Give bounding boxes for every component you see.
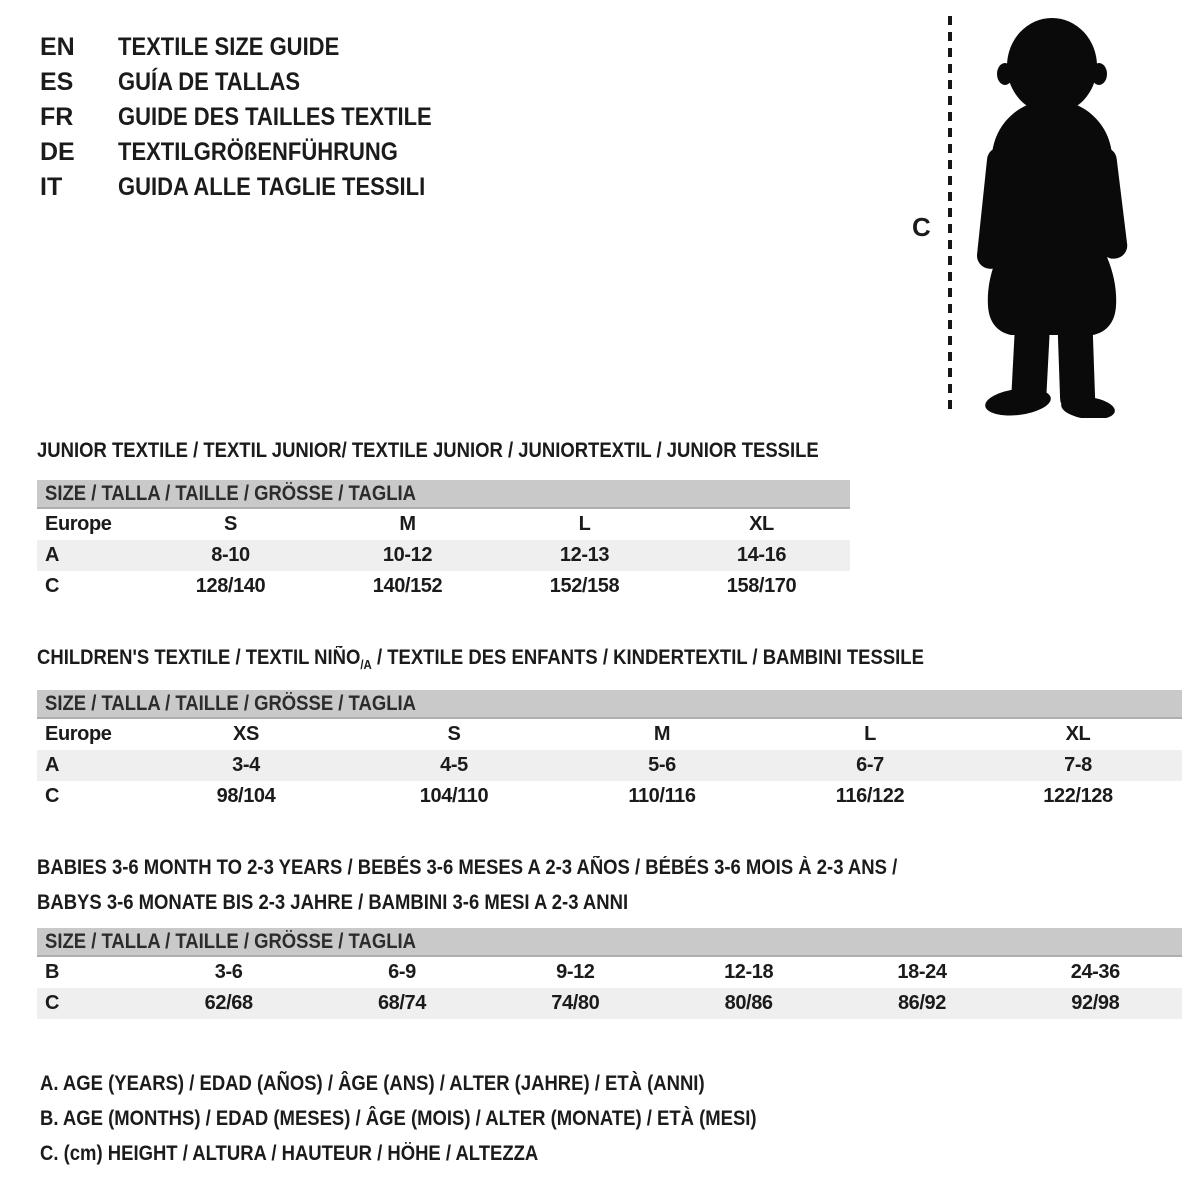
cell: 10-12: [382, 544, 433, 566]
row-label: C: [45, 992, 60, 1014]
table-row: [37, 509, 850, 540]
cell: S: [224, 513, 237, 535]
cell: 74/80: [551, 992, 600, 1014]
babies-textile-section: [37, 850, 1182, 1019]
table-row: [37, 540, 850, 571]
cell: M: [399, 513, 416, 535]
junior-textile-section: [37, 438, 850, 602]
cell: 80/86: [724, 992, 773, 1014]
language-label: GUÍA DE TALLAS: [118, 68, 301, 96]
cell: 98/104: [216, 785, 276, 807]
baby-figure: [900, 0, 1150, 432]
legend-line-a: [40, 1066, 854, 1101]
cell: L: [578, 513, 591, 535]
cell: 5-6: [648, 754, 676, 776]
row-label: C: [45, 575, 60, 597]
language-code: IT: [40, 173, 63, 201]
babies-size-header: [37, 928, 1182, 957]
row-label: A: [45, 544, 60, 566]
row-label: B: [45, 961, 60, 983]
language-code: FR: [40, 103, 74, 131]
legend-line-b: [40, 1101, 854, 1136]
height-measure-dashed-line: [948, 16, 952, 414]
babies-section-title: [37, 850, 1182, 920]
children-title-subscript: /A: [360, 656, 372, 672]
junior-section-title-text: JUNIOR TEXTILE / TEXTIL JUNIOR/ TEXTILE JUNIOR / JUNIORTEXTIL / JUNIOR TESSILE: [37, 439, 819, 462]
language-label: GUIDA ALLE TAGLIE TESSILI: [118, 173, 426, 201]
language-row-en: [40, 30, 475, 65]
language-row-it: [40, 170, 475, 205]
cell: 7-8: [1064, 754, 1092, 776]
row-label: Europe: [45, 513, 112, 535]
language-row-es: [40, 65, 475, 100]
cell: XL: [749, 513, 774, 535]
cell: 158/170: [726, 575, 797, 597]
table-row: [37, 719, 1182, 750]
table-row: [37, 988, 1182, 1019]
row-label: A: [45, 754, 60, 776]
babies-title-line2: BABYS 3-6 MONATE BIS 2-3 JAHRE / BAMBINI 3-6 MESI A 2-3 ANNI: [37, 891, 629, 914]
cell: 68/74: [377, 992, 427, 1014]
cell: 4-5: [440, 754, 468, 776]
baby-silhouette-icon: [966, 12, 1138, 418]
cell: S: [447, 723, 461, 745]
cell: 14-16: [736, 544, 787, 566]
cell: 140/152: [372, 575, 443, 597]
language-label: TEXTILE SIZE GUIDE: [118, 33, 340, 61]
cell: L: [864, 723, 876, 745]
cell: 24-36: [1070, 961, 1120, 983]
cell: 12-18: [724, 961, 774, 983]
legend-line-c-text: C. (cm) HEIGHT / ALTURA / HAUTEUR / HÖHE / ALTEZZA: [40, 1142, 539, 1165]
junior-size-header-text: SIZE / TALLA / TAILLE / GRÖSSE / TAGLIA: [45, 481, 416, 505]
cell: M: [653, 723, 671, 745]
table-row: [37, 750, 1182, 781]
language-list: [40, 30, 475, 205]
language-code: DE: [40, 138, 75, 166]
legend-line-c: [40, 1136, 854, 1171]
cell: 152/158: [549, 575, 620, 597]
cell: 9-12: [556, 961, 595, 983]
language-row-fr: [40, 100, 475, 135]
table-row: [37, 957, 1182, 988]
language-label: TEXTILGRÖßENFÜHRUNG: [118, 138, 398, 166]
junior-size-header: [37, 480, 850, 509]
cell: 86/92: [897, 992, 946, 1014]
legend-line-b-text: B. AGE (MONTHS) / EDAD (MESES) / ÂGE (MOIS) / ALTER (MONATE) / ETÀ (MESI): [40, 1107, 757, 1130]
children-section-title: [37, 645, 1182, 673]
children-title-post: / TEXTILE DES ENFANTS / KINDERTEXTIL / BAMBINI TESSILE: [371, 646, 924, 669]
cell: 110/116: [628, 785, 696, 807]
cell: 3-6: [214, 961, 243, 983]
children-textile-section: [37, 645, 1182, 812]
cell: 12-13: [559, 544, 610, 566]
children-section-title-text: [37, 645, 924, 673]
row-label: C: [45, 785, 60, 807]
language-row-de: [40, 135, 475, 170]
cell: 6-9: [388, 961, 416, 983]
table-row: [37, 781, 1182, 812]
babies-title-line1: BABIES 3-6 MONTH TO 2-3 YEARS / BEBÉS 3-6 MESES A 2-3 AÑOS / BÉBÉS 3-6 MOIS À 2-3 ANS /: [37, 856, 898, 879]
language-code: EN: [40, 33, 75, 61]
cell: 62/68: [204, 992, 253, 1014]
cell: 92/98: [1071, 992, 1120, 1014]
row-label: Europe: [45, 723, 112, 745]
cell: 122/128: [1043, 785, 1113, 807]
cell: 18-24: [897, 961, 947, 983]
cell: 116/122: [835, 785, 905, 807]
height-measure-label: C: [912, 212, 931, 242]
junior-section-title: [37, 438, 850, 464]
children-size-header: [37, 690, 1182, 719]
cell: 3-4: [232, 754, 260, 776]
babies-size-header-text: SIZE / TALLA / TAILLE / GRÖSSE / TAGLIA: [45, 929, 416, 953]
children-size-header-text: SIZE / TALLA / TAILLE / GRÖSSE / TAGLIA: [45, 691, 416, 715]
cell: 128/140: [195, 575, 266, 597]
cell: 104/110: [419, 785, 489, 807]
cell: 6-7: [856, 754, 884, 776]
cell: XS: [233, 723, 259, 745]
cell: 8-10: [211, 544, 250, 566]
language-code: ES: [40, 68, 74, 96]
children-title-pre: CHILDREN'S TEXTILE / TEXTIL NIÑO: [37, 646, 361, 669]
measurement-legend: [40, 1066, 854, 1171]
legend-line-a-text: A. AGE (YEARS) / EDAD (AÑOS) / ÂGE (ANS) / ALTER (JAHRE) / ETÀ (ANNI): [40, 1072, 705, 1095]
table-row: [37, 571, 850, 602]
language-label: GUIDE DES TAILLES TEXTILE: [118, 103, 432, 131]
cell: XL: [1065, 723, 1091, 745]
